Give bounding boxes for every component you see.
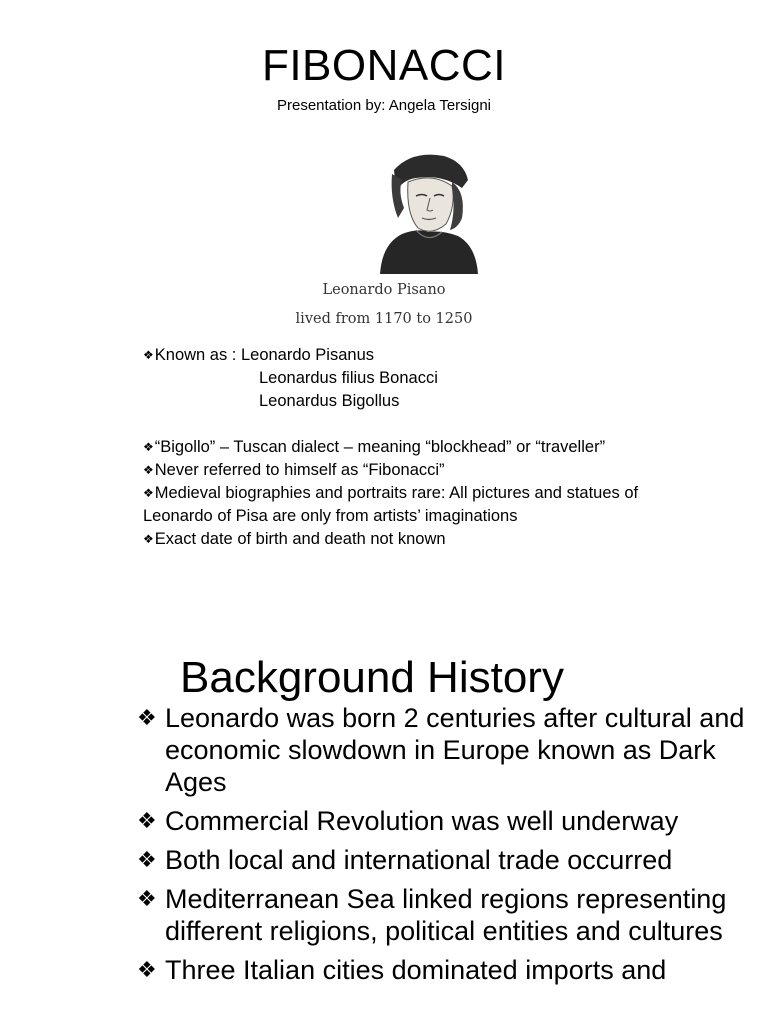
list-item: ❖ Leonardo was born 2 centuries after cultural and economic slowdown in Europe known as Dark Ages (137, 703, 745, 797)
diamond-bullet-icon: ❖ (137, 705, 157, 730)
fact-known-as: ❖Known as : Leonardo Pisanus (143, 346, 374, 364)
background-bullet-list (137, 702, 762, 993)
diamond-bullet-icon: ❖ (143, 532, 154, 546)
list-item: ❖ Commercial Revolution was well underway (137, 806, 679, 836)
diamond-bullet-icon: ❖ (137, 808, 157, 833)
list-item: ❖ Three Italian cities dominated imports and (137, 955, 667, 985)
diamond-bullet-icon: ❖ (143, 440, 154, 454)
fact-biographies: ❖Medieval biographies and portraits rare: All pictures and statues of (143, 484, 639, 502)
diamond-bullet-icon: ❖ (143, 463, 154, 477)
fact-never-referred: ❖Never referred to himself as “Fibonacci” (143, 461, 445, 479)
facts-list (143, 344, 753, 551)
portrait-caption-dates: lived from 1170 to 1250 (295, 311, 473, 327)
fact-bigollo: ❖“Bigollo” – Tuscan dialect – meaning “blockhead” or “traveller” (143, 438, 606, 456)
diamond-bullet-icon: ❖ (137, 957, 157, 982)
portrait-caption-name: Leonardo Pisano (322, 282, 446, 298)
diamond-bullet-icon: ❖ (137, 886, 157, 911)
fact-biographies-cont: Leonardo of Pisa are only from artists’ imaginations (143, 507, 518, 525)
leonardo-portrait-image (372, 148, 484, 274)
slide-title: FIBONACCI (261, 41, 507, 90)
known-as-alt2: Leonardus Bigollus (259, 392, 400, 410)
diamond-bullet-icon: ❖ (143, 348, 154, 362)
slide-subtitle: Presentation by: Angela Tersigni (276, 97, 492, 114)
background-history-title: Background History (180, 653, 564, 702)
slide-background-history (0, 640, 768, 1024)
fact-dates-unknown: ❖Exact date of birth and death not known (143, 530, 446, 548)
known-as-alt1: Leonardus filius Bonacci (259, 369, 438, 387)
diamond-bullet-icon: ❖ (143, 486, 154, 500)
list-item: ❖ Both local and international trade occurred (137, 845, 673, 875)
diamond-bullet-icon: ❖ (137, 847, 157, 872)
list-item: ❖ Mediterranean Sea linked regions representing different religions, political entities and cultures (137, 884, 727, 946)
